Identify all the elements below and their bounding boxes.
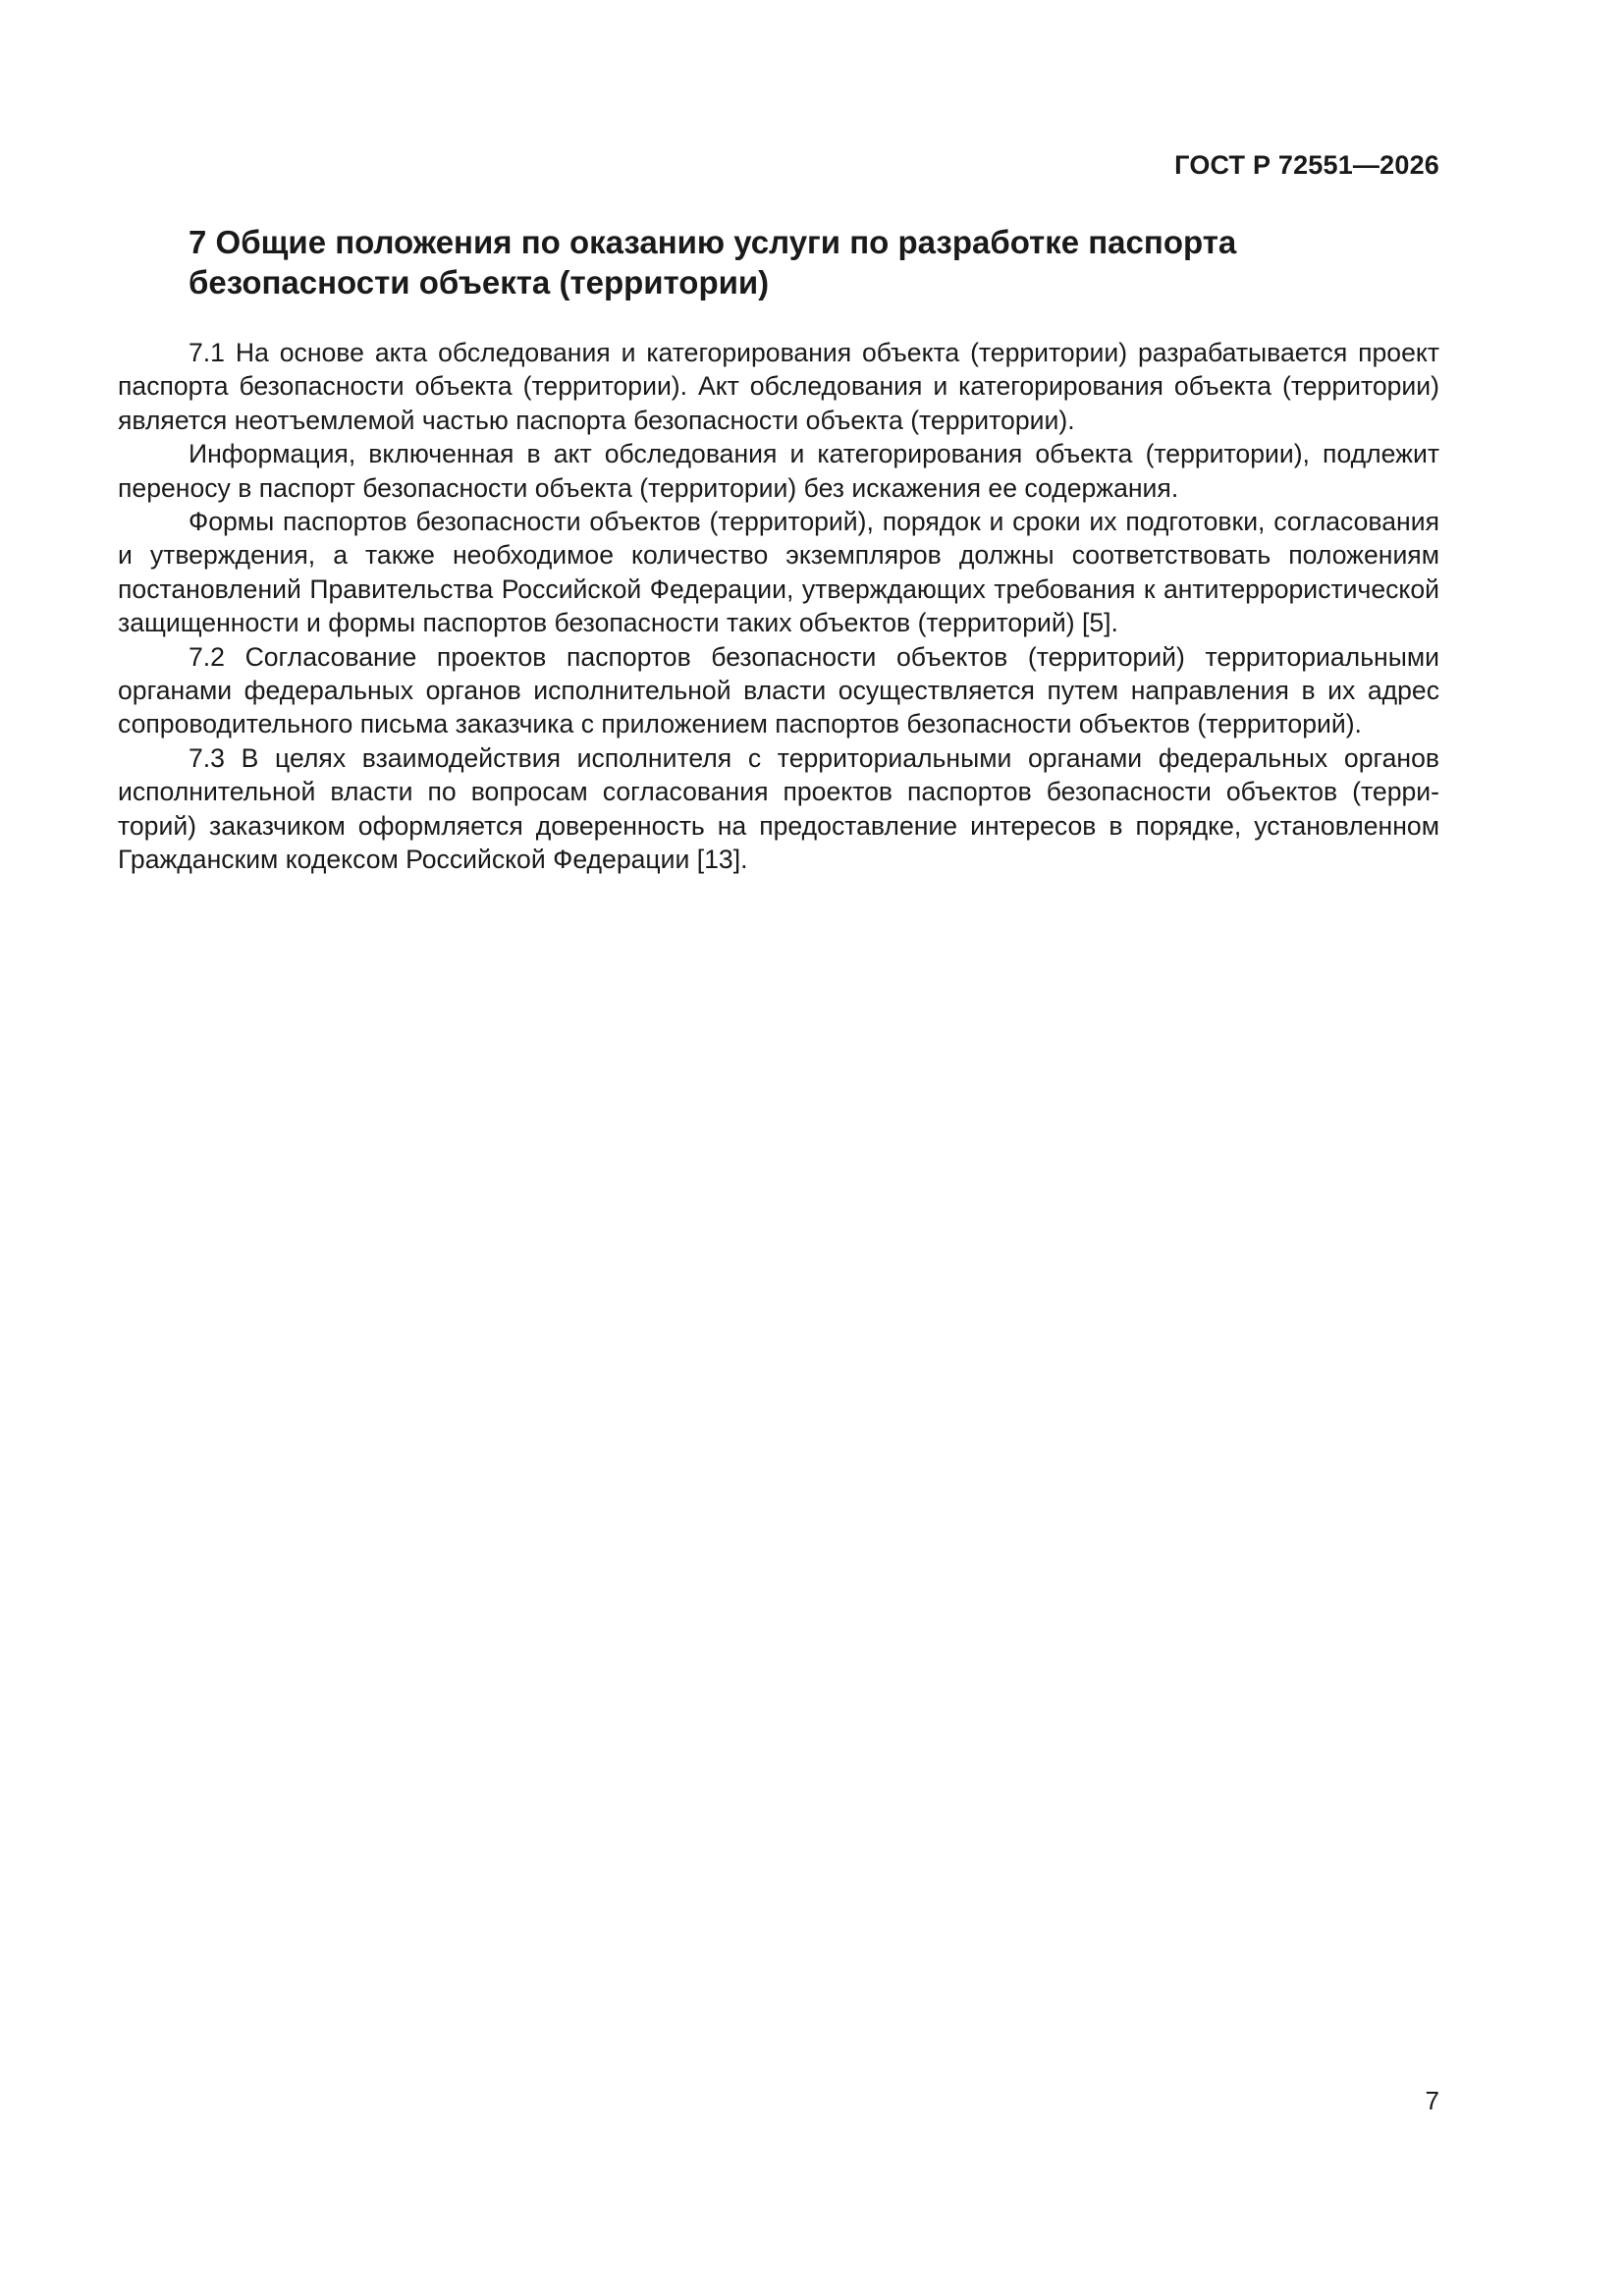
section-7: [118, 222, 1439, 877]
paragraph-information-transfer: Информация, включенная в акт обследования и категорирования объекта (территории), подлежит переносу в паспорт безопасности объекта (территории) без искажения ее содержания.: [118, 439, 1439, 503]
paragraph-passport-forms: Формы паспортов безопасности объектов (территорий), порядок и сроки их подготовки, согласования и утверждения, а также необходимое количество экземпляров должны соответствовать положениям постановлений Правительства Российской Федерации, утверждающих требования к антитеррористической защищенности и формы паспортов безопасности таких объектов (территорий) [5].: [118, 507, 1439, 638]
document-code: ГОСТ Р 72551—2026: [1174, 150, 1439, 180]
section-title: [118, 222, 1367, 302]
section-title-line-2: безопасности объекта (территории): [189, 264, 770, 301]
page-number: 7: [1425, 2086, 1439, 2115]
paragraph-7-2: 7.2 Согласование проектов паспортов безопасности объектов (территорий) территориальными органами федеральных органов исполнительной власти осуществляется путем направления в их адрес сопроводительного письма заказчика с приложением паспортов безопасности объектов (территорий).: [118, 641, 1439, 739]
paragraph-7-1: 7.1 На основе акта обследования и категорирования объекта (территории) разрабатывается проект паспорта безопасности объекта (территории). Акт обследования и категорирования объекта (территории) является неотъемлемой частью паспорта безопасности объекта (территории).: [118, 338, 1439, 435]
paragraph-7-3: 7.3 В целях взаимодействия исполнителя с территориальными органами федеральных органов исполнительной власти по вопросам согласования проектов паспортов безопасности объектов (территорий) заказчиком оформляется доверенность на предоставление интересов в порядке, установленном Гражданским кодексом Российской Федерации [13].: [118, 742, 1439, 875]
section-title-line-1: 7 Общие положения по оказанию услуги по разработке паспорта: [189, 224, 1237, 260]
